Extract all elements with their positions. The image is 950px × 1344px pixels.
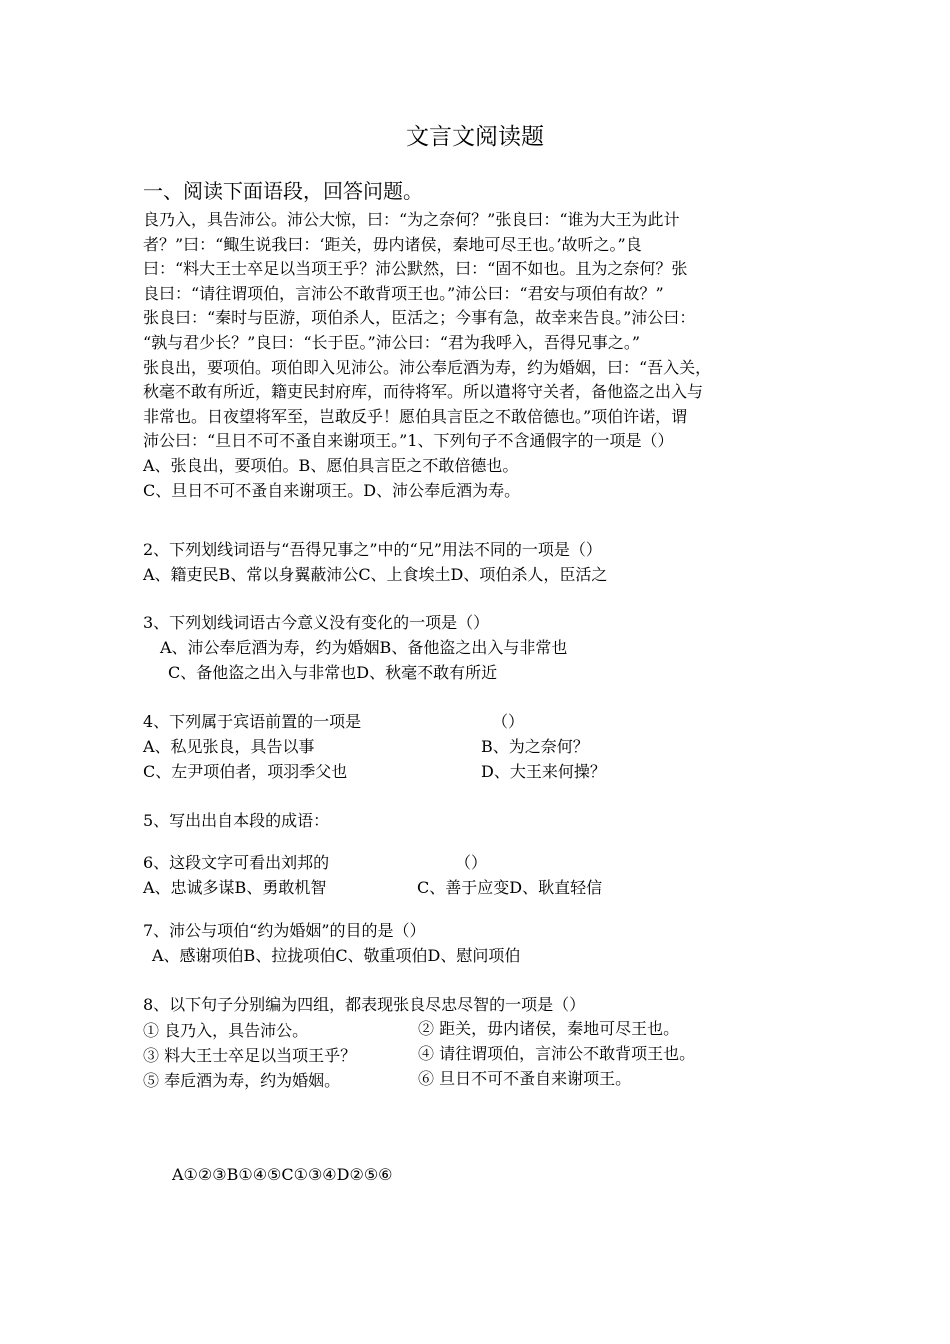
passage-line: 良乃入，具告沛公。沛公大惊，曰：“为之奈何？”张良曰：“谁为大王为此计 [143,210,680,229]
passage-line: “孰与君少长？”良曰：“长于臣。”沛公曰：“君为我呼入，吾得兄事之。” [143,332,641,352]
passage-line: 秋毫不敢有所近，籍吏民封府库，而待将军。所以遣将守关者，备他盗之出入与 [143,382,704,402]
q3-stem: 3、下列划线词语古今意义没有变化的一项是（） [143,613,490,632]
passage-line: 张良曰：“秦时与臣游，项伯杀人，臣活之；今事有急，故幸来告良。”沛公曰： [143,308,696,328]
q2-stem: 2、下列划线词语与“吾得兄事之”中的“兄”用法不同的一项是（） [143,540,602,559]
q4-option-c: C、左尹项伯者，项羽季父也 [143,762,348,781]
q5-stem: 5、写出出自本段的成语： [143,811,330,830]
q6-paren: （） [455,853,488,872]
q3-options-1: A、沛公奉卮酒为寿，约为婚姻B、备他盗之出入与非常也 [160,638,568,657]
q8-sentence-3: ③ 料大王士卒足以当项王乎？ [143,1046,357,1065]
q7-options: A、感谢项伯B、拉拢项伯C、敬重项伯D、慰问项伯 [152,946,521,965]
q4-option-d: D、大王来何操？ [481,762,606,781]
page-title: 文言文阅读题 [406,124,544,150]
q8-answer-options: A①②③B①④⑤C①③④D②⑤⑥ [172,1165,393,1184]
q6-options-ab: A、忠诚多谋B、勇敢机智 [143,878,327,897]
q6-stem: 6、这段文字可看出刘邦的 [143,853,330,872]
passage [143,208,711,503]
q8-sentence-1: ① 良乃入，具告沛公。 [143,1021,309,1040]
q4-paren: （） [492,712,525,731]
passage-line: 曰：“料大王士卒足以当项王乎？沛公默然，曰：“固不如也。且为之奈何？张 [143,259,688,279]
q4-option-b: B、为之奈何？ [481,737,589,756]
q4-stem: 4、下列属于宾语前置的一项是 [143,712,362,731]
passage-line: 良曰：“请往谓项伯，言沛公不敢背项王也。”沛公曰：“君安与项伯有故？” [143,283,664,303]
q8-sentence-5: ⑤ 奉卮酒为寿，约为婚姻。 [143,1071,341,1090]
q8-stem: 8、以下句子分别编为四组，都表现张良尽忠尽智的一项是（） [143,995,586,1014]
passage-line: 者？”曰：“鲰生说我曰：‘距关，毋内诸侯，秦地可尽王也。’故听之。”良 [143,234,642,254]
section-heading: 一、阅读下面语段，回答问题。 [143,179,423,203]
q1-options-1: A、张良出，要项伯。B、愿伯具言臣之不敢倍德也。 [143,455,519,475]
passage-line: 非常也。日夜望将军至，岂敢反乎！愿伯具言臣之不敢倍德也。”项伯许诺，谓 [143,406,688,426]
passage-line: 张良出，要项伯。项伯即入见沛公。沛公奉卮酒为寿，约为婚姻，曰：“吾入关， [143,357,712,377]
q8-sentence-4: ④ 请往谓项伯，言沛公不敢背项王也。 [418,1044,696,1063]
q2-options: A、籍吏民B、常以身翼蔽沛公C、上食埃土D、项伯杀人，臣活之 [143,565,608,584]
q8-sentence-6: ⑥ 旦日不可不蚤自来谢项王。 [418,1069,632,1088]
q3-options-2: C、备他盗之出入与非常也D、秋毫不敢有所近 [168,663,498,682]
passage-line: 沛公曰：“旦日不可不蚤自来谢项王。”1、下列句子不含通假字的一项是（） [143,431,674,451]
q4-option-a: A、私见张良，具告以事 [143,737,315,756]
q8-sentence-2: ② 距关，毋内诸侯，秦地可尽王也。 [418,1019,680,1038]
q7-stem: 7、沛公与项伯“约为婚姻”的目的是（） [143,921,426,940]
q6-options-cd: C、善于应变D、耿直轻信 [417,878,603,897]
q1-options-2: C、旦日不可不蚤自来谢项王。D、沛公奉卮酒为寿。 [143,480,521,500]
